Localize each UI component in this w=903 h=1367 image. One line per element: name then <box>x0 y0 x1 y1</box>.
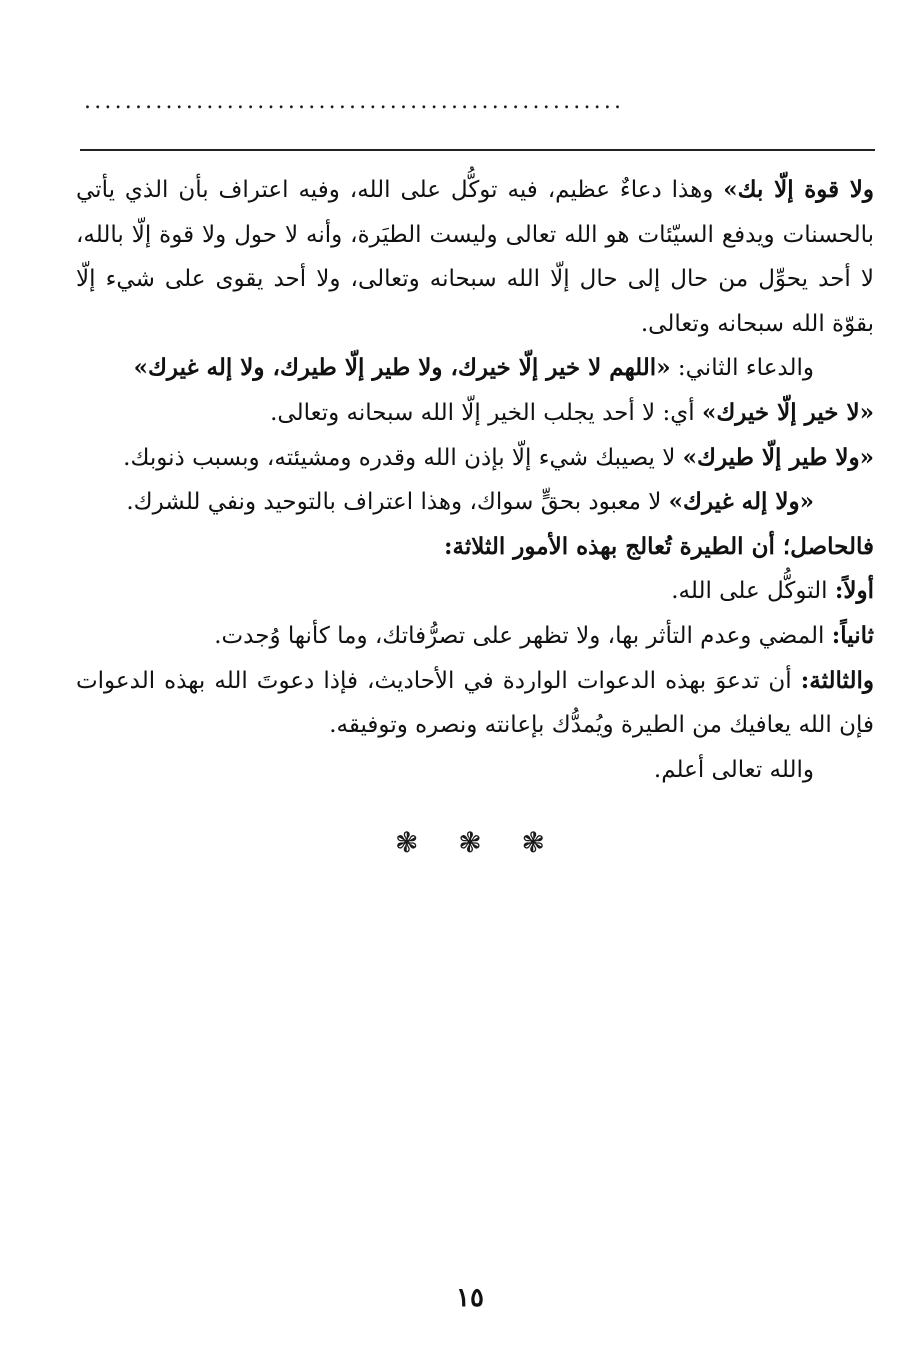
paragraph-text: المضي وعدم التأثر بها، ولا تظهر على تصرُّفاتك، وما كأنها وُجدت. <box>214 622 832 649</box>
paragraph <box>76 748 874 793</box>
paragraph <box>76 436 874 481</box>
section-divider <box>395 822 545 862</box>
page-number: ١٥ <box>456 1283 484 1313</box>
bold-phrase: «ولا إله غيرك» <box>668 488 814 516</box>
paragraph-text: أن تدعوَ بهذه الدعوات الواردة في الأحاديث، فإذا دعوتَ الله بهذه الدعوات فإن الله يعافيك من الطيرة ويُمدُّك بإعانته ونصره وتوفيقه. <box>76 667 874 739</box>
separator-rule <box>80 149 875 151</box>
flower-ornament-icon: ❃ <box>458 825 482 859</box>
bold-phrase: فالحاصل؛ أن الطيرة تُعالج بهذه الأمور الثلاثة: <box>444 532 874 560</box>
paragraph <box>76 346 874 391</box>
paragraph-text: لا معبود بحقٍّ سواك، وهذا اعتراف بالتوحيد ونفي للشرك. <box>126 489 669 516</box>
paragraph-text: التوكُّل على الله. <box>671 578 835 605</box>
paragraph-text: لا يصيبك شيء إلّا بإذن الله وقدره ومشيئته، وبسبب ذنوبك. <box>123 444 683 471</box>
flower-ornament-icon: ❃ <box>395 825 419 859</box>
page-body <box>76 168 874 792</box>
bold-phrase: «ولا طير إلّا طيرك» <box>682 443 874 471</box>
paragraph <box>76 525 874 570</box>
paragraph-lead: والدعاء الثاني: <box>670 355 814 382</box>
paragraph <box>76 614 874 659</box>
paragraph-text: أي: لا أحد يجلب الخير إلّا الله سبحانه وتعالى. <box>270 399 702 426</box>
paragraph-text: والله تعالى أعلم. <box>653 756 814 783</box>
bold-phrase: والثالثة: <box>800 666 874 694</box>
paragraph <box>76 168 874 346</box>
flower-ornament-icon: ❃ <box>521 825 545 859</box>
bold-phrase: ولا قوة إلّا بك» <box>723 176 874 203</box>
paragraph <box>76 480 874 525</box>
bold-phrase: «اللهم لا خير إلّا خيرك، ولا طير إلّا طيرك، ولا إله غيرك» <box>133 354 671 382</box>
paragraph <box>76 391 874 436</box>
paragraph <box>76 659 874 748</box>
paragraph-text: وهذا دعاءٌ عظيم، فيه توكُّل على الله، وفيه اعتراف بأن الذي يأتي بالحسنات ويدفع السيّئات هو الله تعالى وليست الطيَرة، وأنه لا حول ولا قوة إلّا بالله، لا أحد يحوِّل من حال إلى حال إلّا الله سبحانه وتعالى، ولا أحد يقوى على شيء إلّا بقوّة الله سبحانه وتعالى. <box>76 177 874 337</box>
footnote-dotted-line: ..................................................... <box>84 89 625 114</box>
paragraph <box>76 569 874 614</box>
bold-phrase: ثانياً: <box>831 621 874 649</box>
bold-phrase: أولاً: <box>834 577 874 605</box>
bold-phrase: «لا خير إلّا خيرك» <box>701 398 874 426</box>
